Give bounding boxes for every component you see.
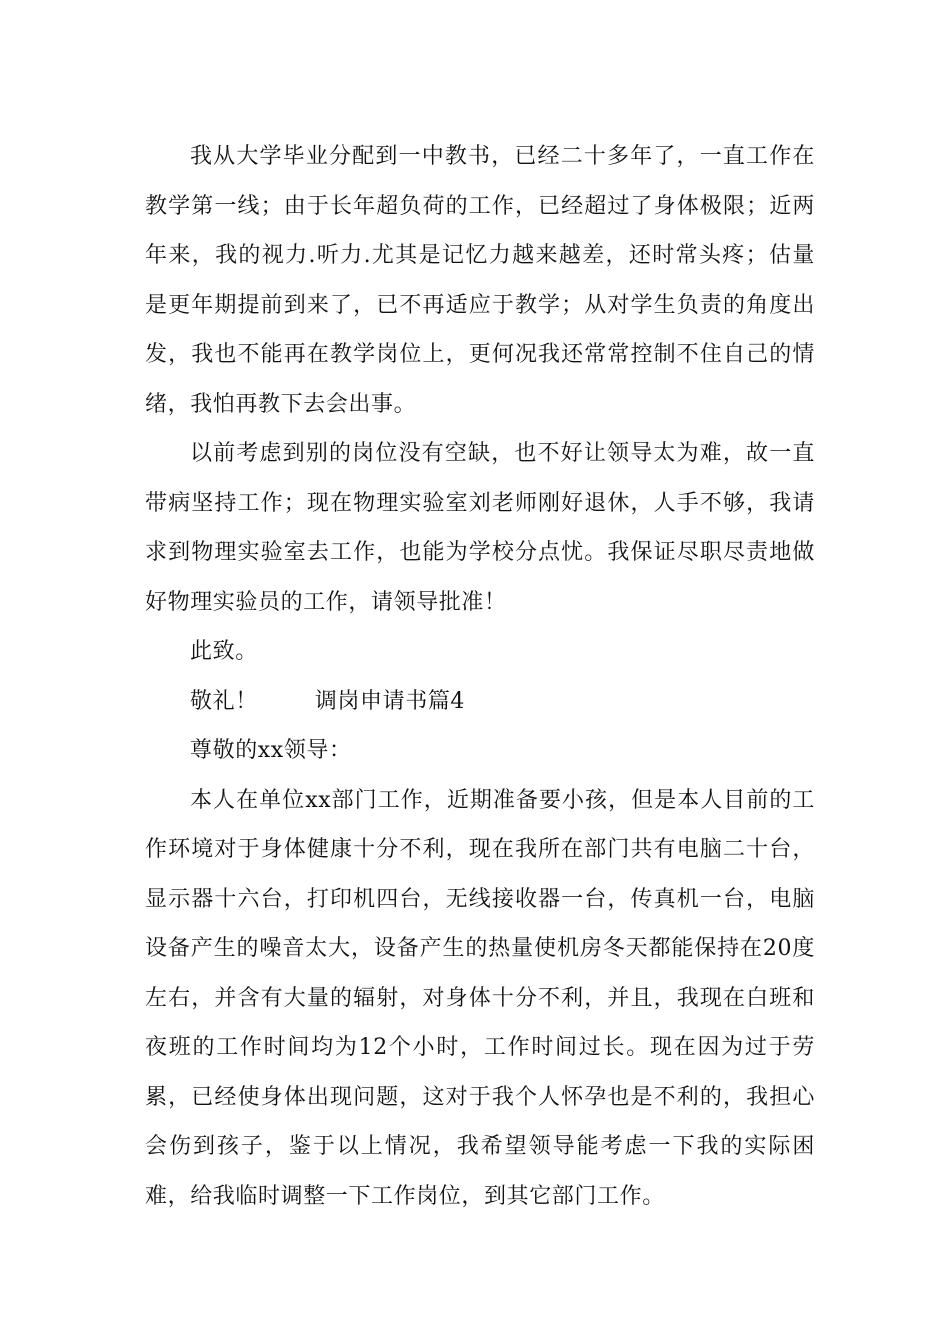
salute-text: 敬礼！: [190, 688, 258, 714]
section-title: 调岗申请书篇4: [314, 688, 466, 714]
closing-line: 此致。: [190, 639, 258, 664]
paragraph-3: 本人在单位xx部门工作，近期准备要小孩，但是本人目前的工作环境对于身体健康十分不利，现在我所在部门共有电脑二十台，显示器十六台，打印机四台，无线接收器一台，传真机一台，电脑设备产生的噪音太大，设备产生的热量使机房冬天都能保持在20度左右，并含有大量的辐射，对身体十分不利，并且，我现在白班和夜班的工作时间均为12个小时，工作时间过长。现在因为过于劳累，已经使身体出现问题，这对于我个人怀孕也是不利的，我担心会伤到孩子，鉴于以上情况，我希望领导能考虑一下我的实际困难，给我临时调整一下工作岗位，到其它部门工作。: [145, 787, 815, 1209]
salute-line: [145, 677, 815, 727]
paragraph-1: 我从大学毕业分配到一中教书，已经二十多年了，一直工作在教学第一线；由于长年超负荷的工作，已经超过了身体极限；近两年来，我的视力.听力.尤其是记忆力越来越差，还时常头疼；估量是更年期提前到来了，已不再适应于教学；从对学生负责的角度出发，我也不能再在教学岗位上，更何况我还常常控制不住自己的情绪，我怕再教下去会出事。: [145, 144, 815, 417]
document-body: [145, 132, 815, 1221]
greeting-line: 尊敬的xx领导：: [190, 738, 352, 763]
paragraph-2: 以前考虑到别的岗位没有空缺，也不好让领导太为难，故一直带病坚持工作；现在物理实验室刘老师刚好退休，人手不够，我请求到物理实验室去工作，也能为学校分点忧。我保证尽职尽责地做好物理实验员的工作，请领导批准！: [145, 441, 815, 615]
